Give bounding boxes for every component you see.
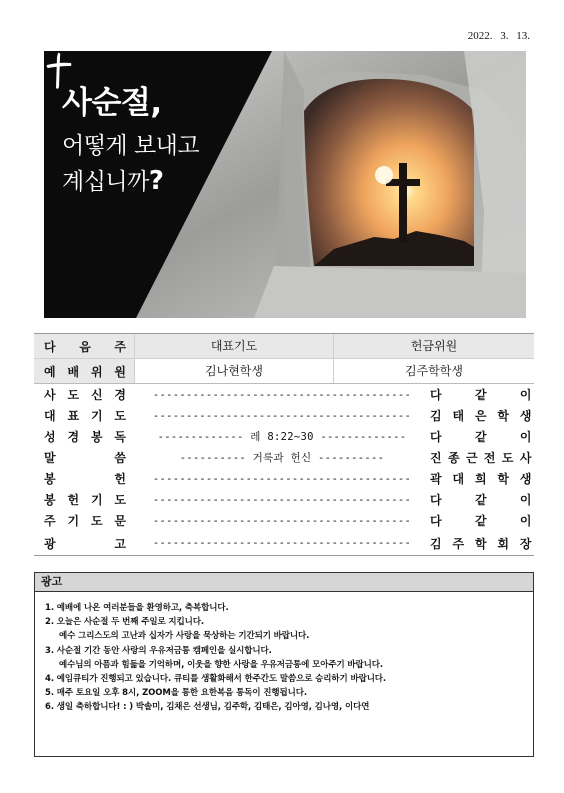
schedule-row [34,405,534,426]
schedule-header-row [34,334,534,358]
schedule-item-label: 대 표 기 도 [44,409,126,423]
schedule-item-label: 말 씀 [44,451,126,465]
hero-title: 사순절, [62,85,162,121]
worship-schedule-table [34,333,534,556]
announcement-item: 예수 그리스도의 고난과 십자가 사랑을 묵상하는 기간되기 바랍니다. [59,631,310,642]
cross-icon [44,51,74,91]
schedule-row [34,447,534,468]
schedule-item-person: 다 같 이 [430,514,532,528]
offering-committee-title: 헌금위원 [333,334,534,358]
schedule-item-person: 김 주 학 회 장 [430,536,532,551]
hero-banner [44,51,526,318]
schedule-item-label: 주 기 도 문 [44,514,126,528]
hero-subtitle-line2: 계십니까? [62,166,164,196]
schedule-item-detail: --------------------------------------- [152,537,412,549]
announcement-item: 1. 예배에 나온 여러분들을 환영하고, 축복합니다. [45,603,229,613]
schedule-item-person: 김 태 은 학 생 [430,409,532,423]
schedule-item-person: 곽 대 희 학 생 [430,472,532,486]
announcements-title: 광고 [35,573,533,592]
representative-prayer-title: 대표기도 [134,334,333,358]
schedule-item-label: 봉 헌 기 도 [44,493,126,507]
schedule-item-person: 다 같 이 [430,430,532,444]
announcement-item: 6. 생일 축하합니다! : ) 박솔미, 김채은 선생님, 김주학, 김태은, 김아영, 김나영, 이다연 [45,702,370,713]
announcement-item: 4. 예임큐티가 진행되고 있습니다. 큐티를 생활화해서 한주간도 말씀으로 승리하기 바랍니다. [45,674,387,685]
schedule-item-detail: ---------- 거룩과 헌신 ---------- [179,452,385,464]
schedule-row [34,531,534,555]
schedule-item-label: 광 고 [44,536,126,551]
schedule-item-detail: --------------------------------------- [152,472,412,485]
schedule-item-person: 진 종 근 전 도 사 [430,451,532,465]
announcement-item: 예수님의 아픔과 힘듦을 기억하며, 이웃을 향한 사랑을 우유저금통에 모아주기 바랍니다. [59,659,383,670]
schedule-row [34,426,534,447]
schedule-item-person: 다 같 이 [430,388,532,402]
representative-prayer-name: 김나현학생 [134,359,333,383]
announcement-item: 5. 매주 토요일 오후 8시, ZOOM을 통한 요한복음 통독이 진행됩니다. [45,688,307,699]
schedule-item-detail: --------------------------------------- [152,409,412,422]
next-week-label: 다 음 주 [34,334,134,358]
announcements-list [45,601,525,715]
schedule-row [34,384,534,405]
offering-committee-name: 김주학학생 [333,359,534,383]
schedule-row [34,489,534,510]
schedule-item-label: 사 도 신 경 [44,388,126,402]
hero-subtitle-line1: 어떻게 보내고 [62,133,200,159]
schedule-item-detail: --------------------------------------- [152,388,412,401]
announcement-item: 2. 오늘은 사순절 두 번째 주일로 지킵니다. [45,617,205,628]
schedule-item-label: 성 경 봉 독 [44,430,126,444]
schedule-item-person: 다 같 이 [430,493,532,507]
bulletin-date: 2022. 3. 13. [467,30,530,42]
schedule-item-detail: --------------------------------------- [152,493,412,506]
schedule-item-detail: --------------------------------------- [152,514,412,527]
schedule-names-row [34,358,534,384]
schedule-row [34,510,534,531]
worship-committee-label: 예 배 위 원 [34,359,134,383]
schedule-item-label: 봉 헌 [44,472,126,486]
announcements-box [34,572,534,757]
schedule-row [34,468,534,489]
announcement-item: 3. 사순절 기간 동안 사랑의 우유저금통 캠페인을 실시합니다. [45,645,272,656]
schedule-item-detail: ------------- 레 8:22~30 ------------- [157,431,407,443]
